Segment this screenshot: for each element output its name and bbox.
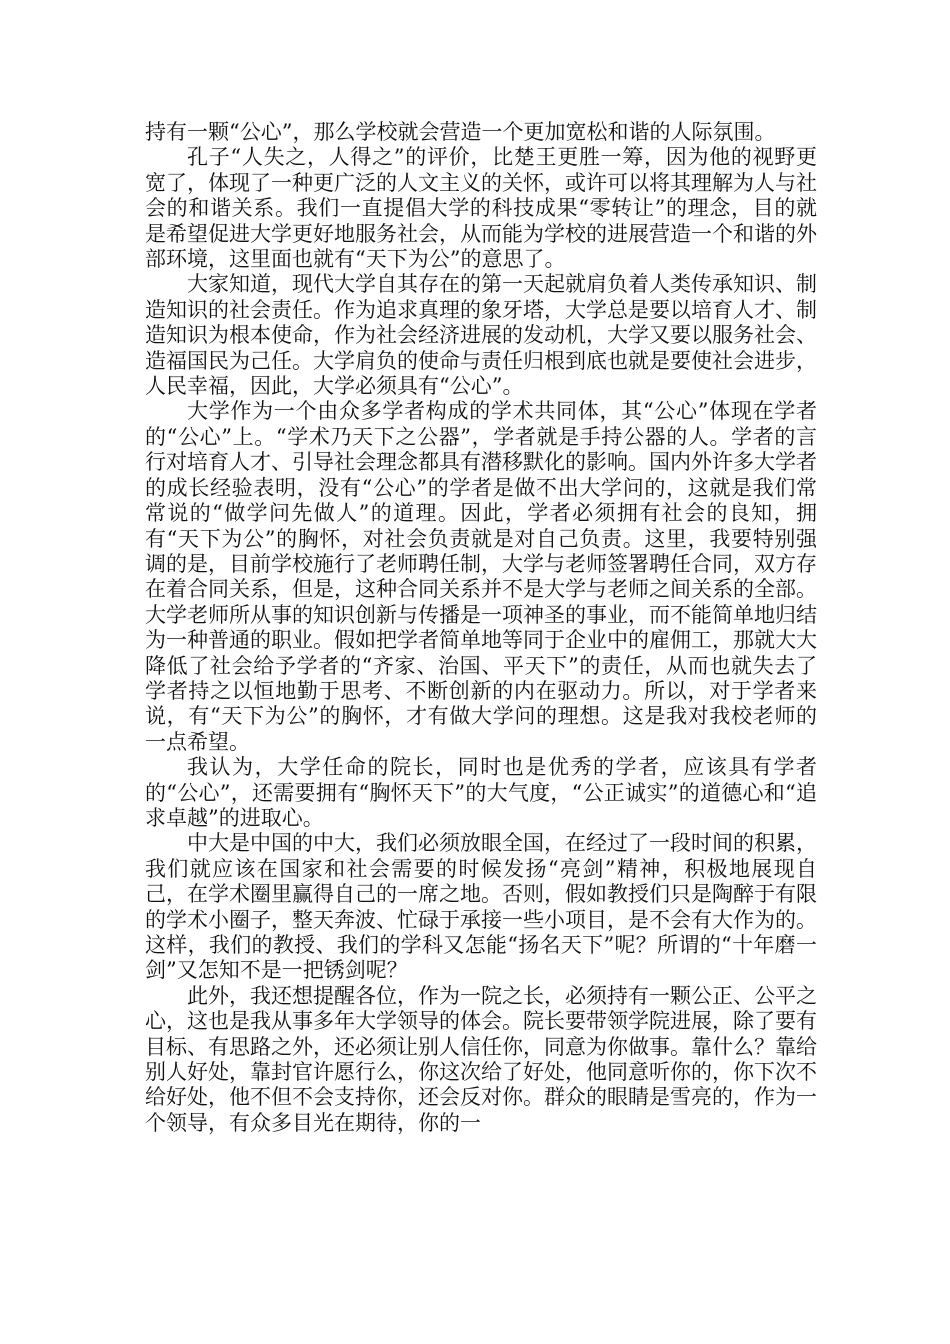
paragraph: 此外，我还想提醒各位，作为一院之长，必须持有一颗公正、公平之心，这也是我从事多年大学领导的体会。院长要带领学院进展，除了要有目标、有思路之外，还必须让别人信任你，同意为你做事。靠什么？靠给别人好处，靠封官许愿行么，你这次给了好处，他同意听你的，你下次不给好处，他不但不会支持你，还会反对你。群众的眼睛是雪亮的，作为一个领导，有众多目光在期待，你的一 <box>145 983 817 1135</box>
paragraph: 大学作为一个由众多学者构成的学术共同体，其“公心”体现在学者的“公心”上。“学术乃天下之公器”，学者就是手持公器的人。学者的言行对培育人才、引导社会理念都具有潜移默化的影响。国内外许多大学者的成长经验表明，没有“公心”的学者是做不出大学问的，这就是我们常常说的“做学问先做人”的道理。因此，学者必须拥有社会的良知，拥有“天下为公”的胸怀，对社会负责就是对自己负责。这里，我要特别强调的是，目前学校施行了老师聘任制，大学与老师签署聘任合同，双方存在着合同关系，但是，这种合同关系并不是大学与老师之间关系的全部。大学老师所从事的知识创新与传播是一项神圣的事业，而不能简单地归结为一种普通的职业。假如把学者简单地等同于企业中的雇佣工，那就大大降低了社会给予学者的“齐家、治国、平天下”的责任，从而也就失去了学者持之以恒地勤于思考、不断创新的内在驱动力。所以，对于学者来说，有“天下为公”的胸怀，才有做大学问的理想。这是我对我校老师的一点希望。 <box>145 399 817 754</box>
document-body <box>145 120 817 1136</box>
paragraph: 孔子“人失之，人得之”的评价，比楚王更胜一筹，因为他的视野更宽了，体现了一种更广泛的人文主义的关怀，或许可以将其理解为人与社会的和谐关系。我们一直提倡大学的科技成果“零转让”的理念，目的就是希望促进大学更好地服务社会，从而能为学校的进展营造一个和谐的外部环境，这里面也就有“天下为公”的意思了。 <box>145 145 817 272</box>
paragraph: 中大是中国的中大，我们必须放眼全国，在经过了一段时间的积累，我们就应该在国家和社会需要的时候发扬“亮剑”精神，积极地展现自己，在学术圈里赢得自己的一席之地。否则，假如教授们只是陶醉于有限的学术小圈子，整天奔波、忙碌于承接一些小项目，是不会有大作为的。这样，我们的教授、我们的学科又怎能“扬名天下”呢？所谓的“十年磨一剑”又怎知不是一把锈剑呢？ <box>145 831 817 983</box>
paragraph: 持有一颗“公心”，那么学校就会营造一个更加宽松和谐的人际氛围。 <box>145 120 776 144</box>
paragraph: 我认为，大学任命的院长，同时也是优秀的学者，应该具有学者的“公心”，还需要拥有“胸怀天下”的大气度，“公正诚实”的道德心和“追求卓越”的进取心。 <box>145 755 817 830</box>
paragraph: 大家知道，现代大学自其存在的第一天起就肩负着人类传承知识、制造知识的社会责任。作为追求真理的象牙塔，大学总是要以培育人才、制造知识为根本使命，作为社会经济进展的发动机，大学又要以服务社会、造福国民为己任。大学肩负的使命与责任归根到底也就是要使社会进步，人民幸福，因此，大学必须具有“公心”。 <box>145 272 817 399</box>
